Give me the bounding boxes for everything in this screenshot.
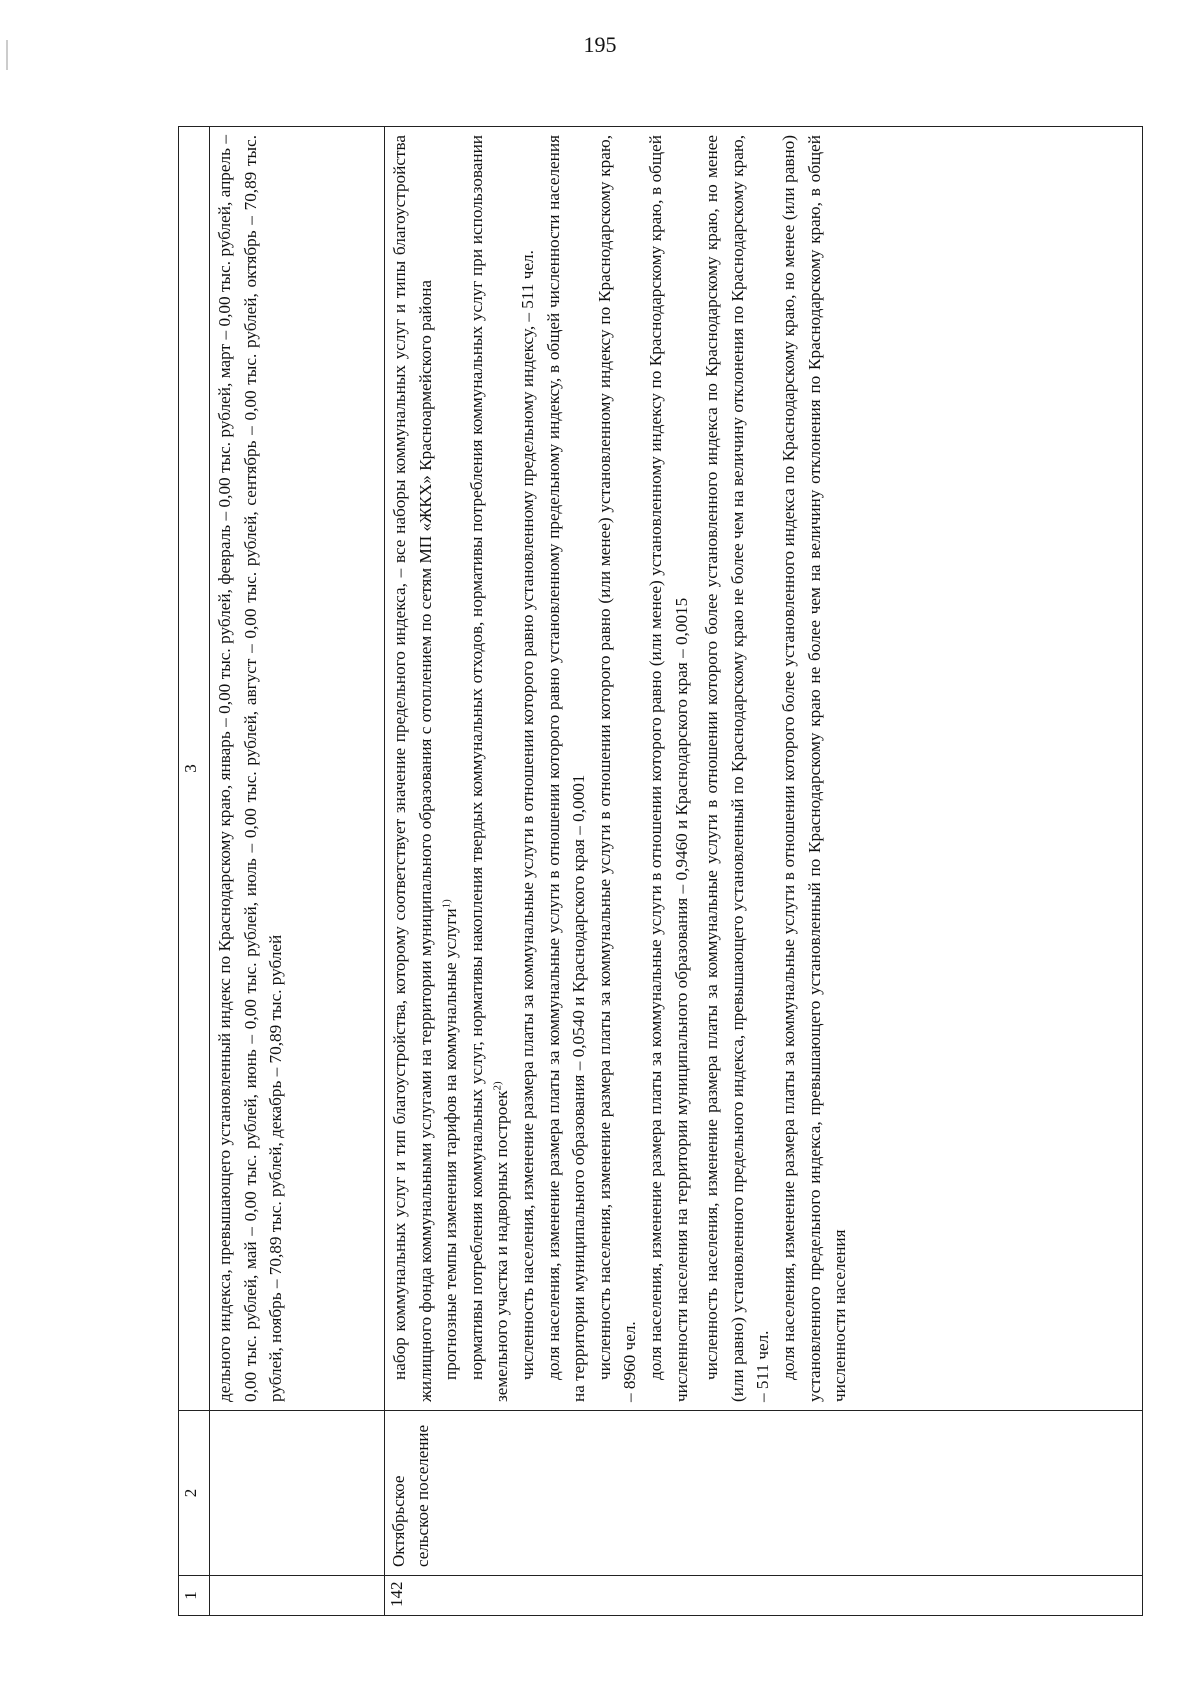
paragraph-service-set: набор коммунальных услуг и тип благоустройства, которому соответствует значение предельного индекса, – все наборы коммунальных услуг и типы благоустройства жилищного фонда коммунальными услугами на территории муниципального образования с отоплением по сетям МП «ЖКХ» Красноармейского района: [390, 135, 435, 1402]
paragraph-population-more: численность населения, изменение размера платы за коммунальные услуги в отношении которого более установленного индекса по Краснодарскому краю, но менее (или равно) установленного предельного индекса, превышающего установленный по Краснодарскому краю не более чем на величину отклонения по Краснодарскому краю, – 511 чел.: [702, 135, 773, 1402]
table-row-continuation: [210, 127, 385, 1616]
settlement-name: Октябрьское сельское поселение: [385, 1411, 1143, 1576]
paragraph-population-less: численность населения, изменение размера платы за коммунальные услуги в отношении которого равно (или менее) установленному индексу по Краснодарскому краю, – 8960 чел.: [594, 135, 640, 1402]
paragraph-share-more: доля населения, изменение размера платы за коммунальные услуги в отношении которого более установленного индекса по Краснодарскому краю, но менее (или равно) установленного предельного индекса, превышающего установленный по Краснодарскому краю не более чем на величину отклонения по Краснодарскому краю, в общей численности населения: [778, 135, 850, 1402]
header-col-1: 1: [179, 1576, 210, 1616]
table-header-row: [179, 127, 210, 1616]
data-table: [178, 126, 1143, 1616]
rotated-table-container: [178, 126, 1143, 1616]
tariff-rates-text: прогнозные темпы изменения тарифов на коммунальные услуги: [441, 908, 461, 1380]
table-row: [385, 127, 1143, 1616]
continuation-num-cell: [210, 1576, 385, 1616]
continuation-text: дельного индекса, превышающего установленный индекс по Краснодарскому краю, январь – 0,00 тыс. рублей, февраль – 0,00 тыс. рублей, март – 0,00 тыс. рублей, апрель – 0,00 тыс. рублей, май – 0,00 тыс. рублей, июнь – 0,00 тыс. рублей, июль – 0,00 тыс. рублей, август – 0,00 тыс. рублей, сентябрь – 0,00 тыс. рублей, октябрь – 70,89 тыс. рублей, ноябрь – 70,89 тыс. рублей, декабрь – 70,89 тыс. рублей: [215, 135, 286, 1402]
header-col-3: 3: [179, 127, 210, 1411]
norms-text: нормативы потребления коммунальных услуг, нормативы накопления твердых коммунальных отходов, нормативы потребления коммунальных услуг при использовании земельного участка и надворных построек: [466, 135, 512, 1402]
paragraph-share-equal: доля населения, изменение размера платы за коммунальные услуги в отношении которого равно установленному предельному индексу, в общей численности населения на территории муниципального образования – 0,0540 и Краснодарского края – 0,0001: [543, 135, 589, 1402]
continuation-text-cell: [210, 127, 385, 1411]
footnote-1: 1): [440, 899, 453, 909]
paragraph-share-less: доля населения, изменение размера платы за коммунальные услуги в отношении которого равно (или менее) установленному индексу по Краснодарскому краю, в общей численности населения на территории муниципального образования – 0,9460 и Краснодарского края – 0,0015: [645, 135, 691, 1402]
page-number: 195: [583, 32, 617, 57]
paragraph-population-equal: численность населения, изменение размера платы за коммунальные услуги в отношении которого равно установленному предельному индексу, – 511 чел.: [517, 250, 537, 1380]
row-number: 142: [385, 1576, 1143, 1616]
paragraph-tariff-rates: [438, 135, 464, 1402]
paragraph-norms: [464, 135, 515, 1402]
footnote-2: 2): [491, 1081, 504, 1091]
continuation-name-cell: [210, 1411, 385, 1576]
row-details-cell: [385, 127, 1143, 1411]
rotated-table-frame: [178, 126, 1143, 1616]
header-col-2: 2: [179, 1411, 210, 1576]
